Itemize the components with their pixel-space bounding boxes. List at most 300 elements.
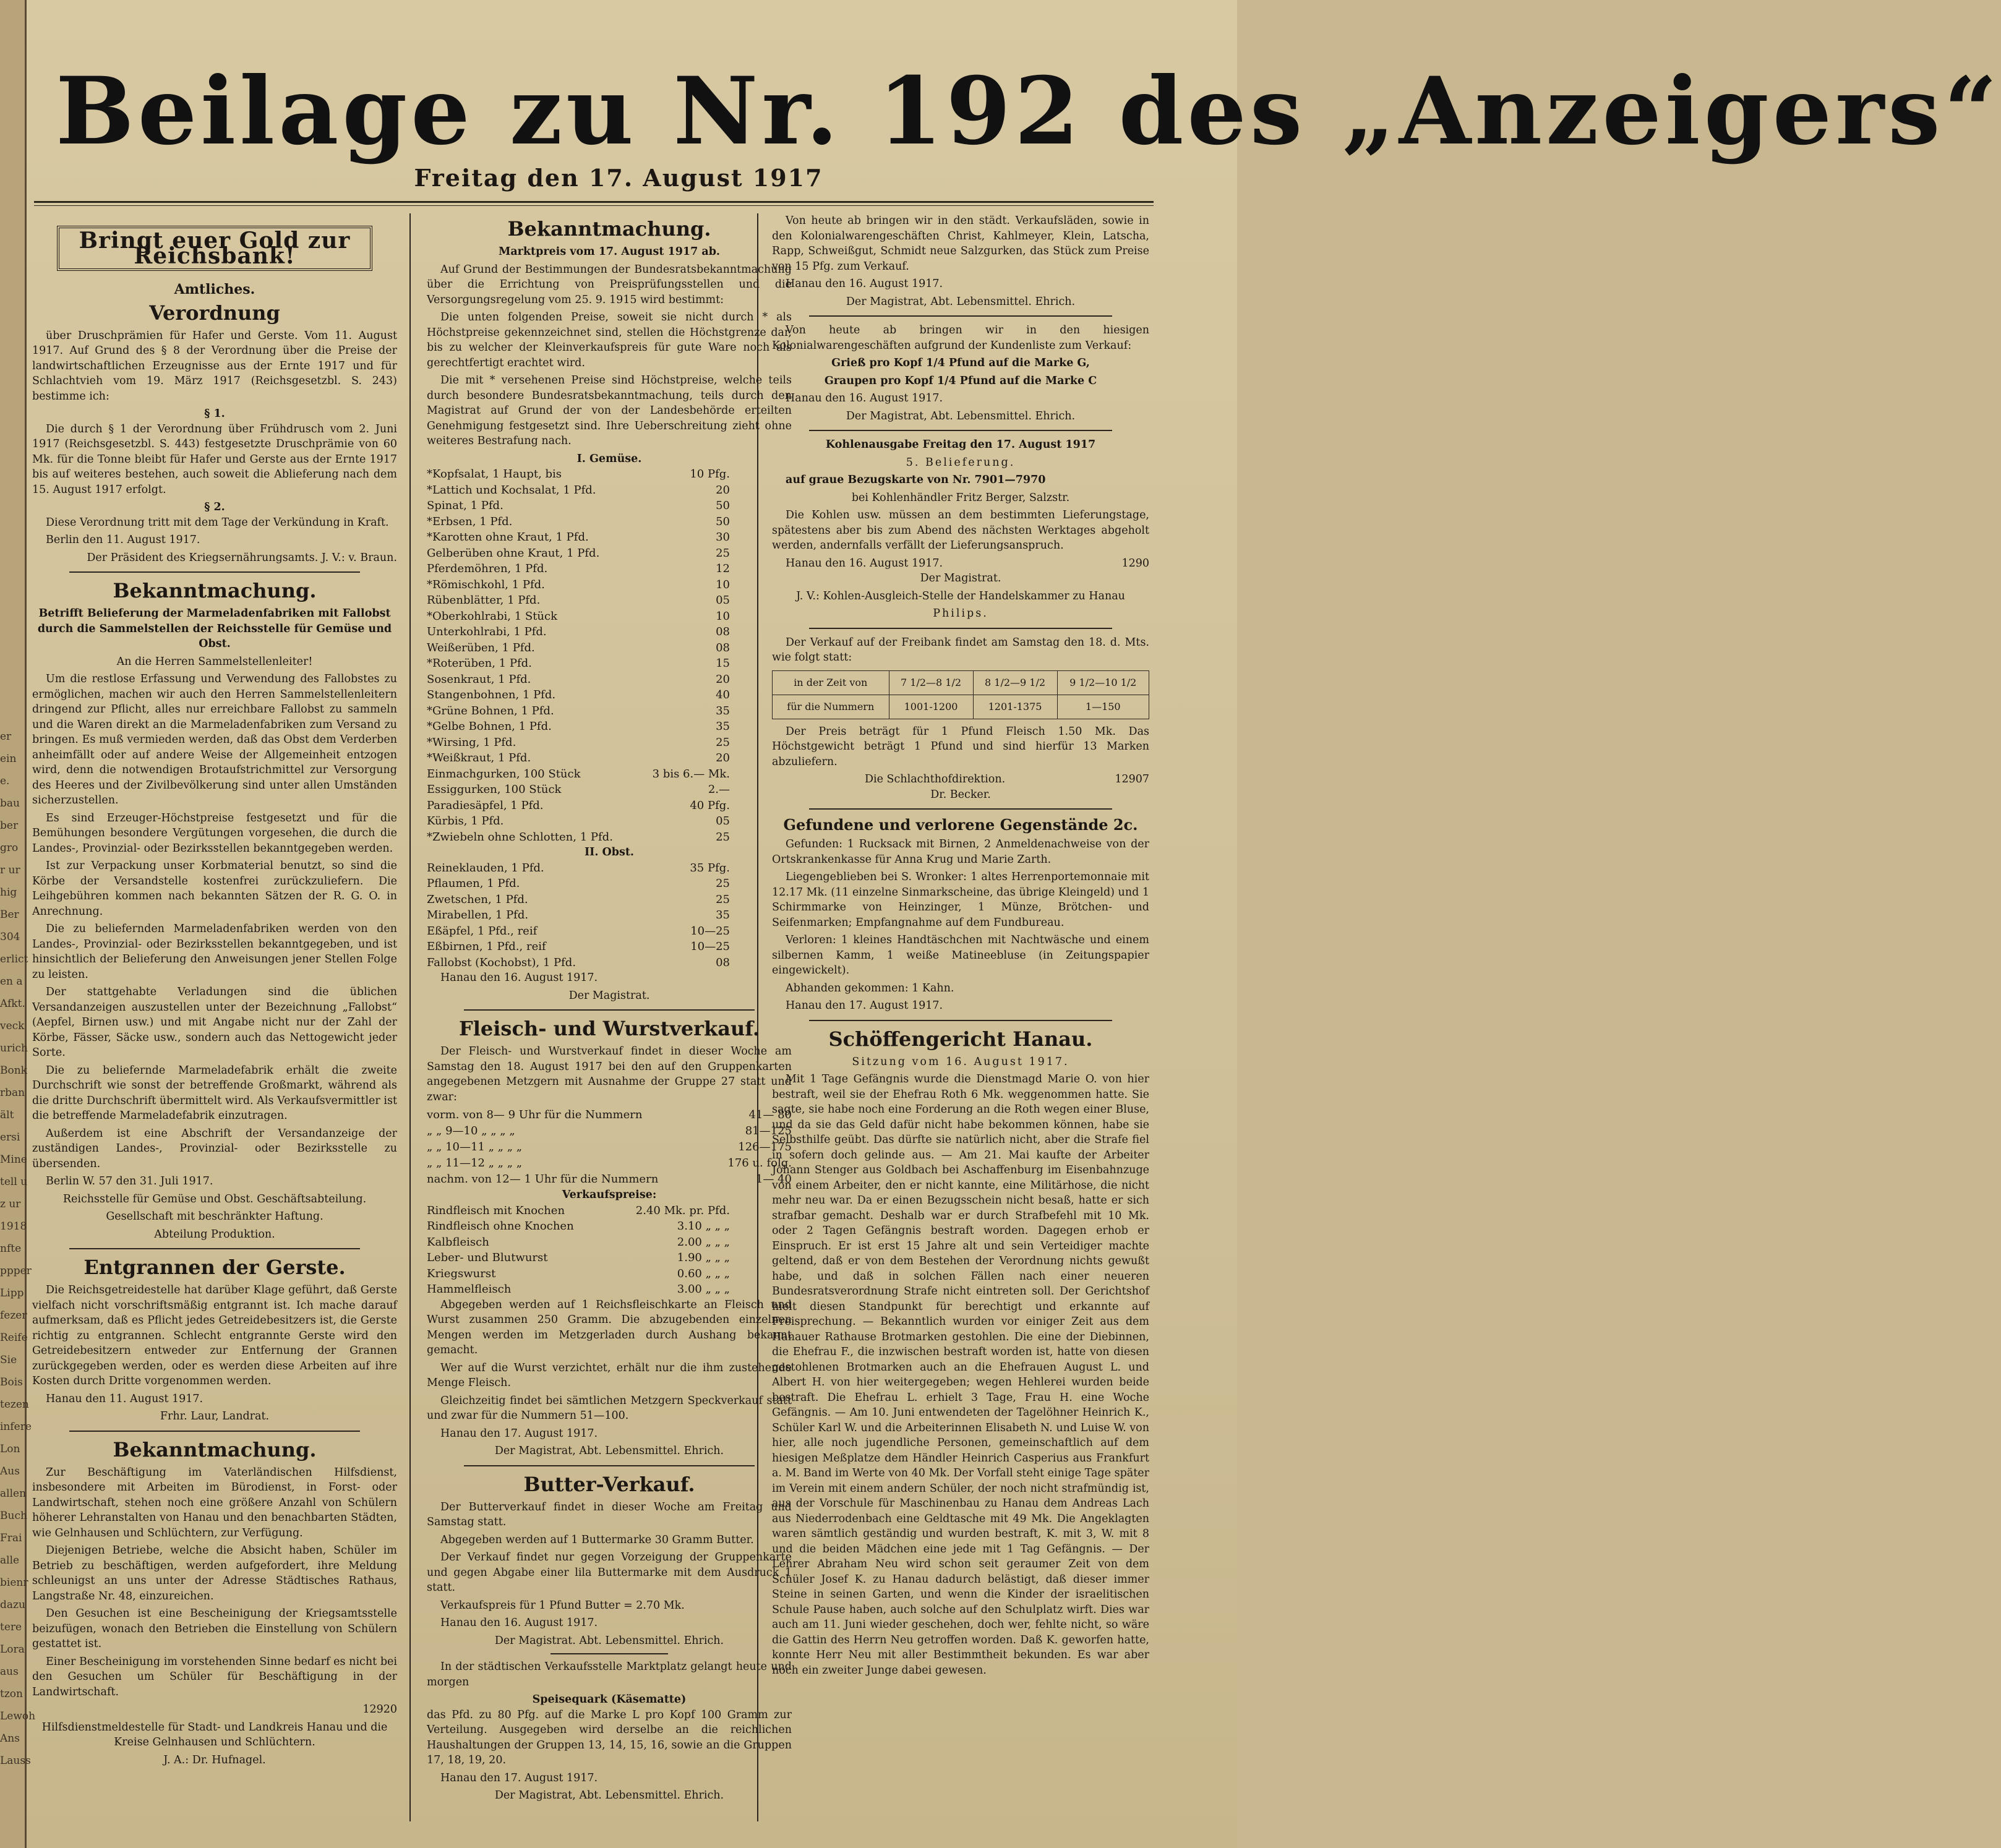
item-label: Stangenbohnen, 1 Pfd.: [427, 688, 556, 701]
fragment-text: Bonk: [0, 1064, 27, 1077]
fragment-text: fezer: [0, 1309, 27, 1322]
item-label: Rindfleisch ohne Knochen: [427, 1220, 574, 1233]
kohlen-number: 1290: [1121, 557, 1149, 570]
kohlen-sig2: J. V.: Kohlen-Ausgleich-Stelle der Handelskammer zu Hanau: [796, 589, 1125, 602]
fragment-text: z ur: [0, 1198, 21, 1210]
quark-signature: Der Magistrat, Abt. Lebensmittel. Ehrich.: [494, 1789, 724, 1802]
item-label: *Römischkohl, 1 Pfd.: [427, 578, 545, 591]
fragment-text: 304: [0, 931, 20, 943]
freibank-number: 12907: [1115, 773, 1149, 785]
kohlen-body: Die Kohlen usw. müssen an dem bestimmten Lieferungstage, spätestens aber bis zum Abend des nächsten Werktages abgeholt werden, andernfalls verfällt der Lieferungsanspruch.: [772, 509, 1149, 552]
item-label: Mirabellen, 1 Pfd.: [427, 909, 529, 922]
verordnung-body: Die durch § 1 der Verordnung über Frühdrusch vom 2. Juni 1917 (Reichsgesetzbl. S. 443) festgesetzte Druschprämie von 60 Mk. für die Tonne bleibt für Hafer und Gerste aus der Ernte 1917 bis auf weiteres bestehen, auch soweit die Ablieferung nach dem 15. August 1917 erfolgt.: [32, 422, 397, 496]
item-value: 08: [716, 641, 730, 654]
item-label: *Grüne Bohnen, 1 Pfd.: [427, 704, 554, 717]
paragraph-1-label: § 1.: [204, 408, 225, 420]
griess-notice: Von heute ab bringen wir in den hiesigen Kolonialwarengeschäften aufgrund der Kundenliste zum Verkauf:: [772, 324, 1149, 352]
price-row: [427, 1171, 792, 1187]
verordnung-place-date: Berlin den 11. August 1917.: [46, 534, 200, 546]
item-value: 41— 80: [748, 1108, 792, 1121]
bekanntmachung-fallobst-place: Berlin W. 57 den 31. Juli 1917.: [46, 1175, 213, 1187]
item-label: *Kopfsalat, 1 Haupt, bis: [427, 468, 562, 481]
item-value: 25: [716, 830, 730, 844]
masthead-title: Beilage zu Nr. 192 des „Anzeigers“: [56, 57, 2001, 166]
item-value: 50: [716, 515, 730, 528]
price-row: [427, 1123, 792, 1139]
item-label: Rübenblätter, 1 Pfd.: [427, 594, 541, 607]
price-row: [427, 514, 792, 530]
freibank-cell: 1001-1200: [889, 695, 973, 719]
schoeffengericht-title: Schöffengericht Hanau.: [828, 1027, 1093, 1051]
item-value: 20: [716, 751, 730, 764]
item-value: 35: [716, 704, 730, 717]
item-label: Eßäpfel, 1 Pfd., reif: [427, 924, 538, 938]
item-label: Paradiesäpfel, 1 Pfd.: [427, 798, 544, 812]
freibank-signature-name: Dr. Becker.: [930, 788, 991, 801]
fundsachen-abhanden: Abhanden gekommen: 1 Kahn.: [786, 982, 954, 995]
fragment-text: bienr: [0, 1576, 28, 1589]
bekanntmachung-fallobst-p4: Die zu beliefernden Marmeladenfabriken werden von den Landes-, Provinzial- oder Bezirksstellen bekanntgegeben, und ist hinsichtlich der Belieferung den Anweisungen jener Stellen Folge zu leisten.: [32, 923, 397, 981]
verordnung-effective: Diese Verordnung tritt mit dem Tage der Verkündung in Kraft.: [46, 516, 389, 529]
item-label: Eßbirnen, 1 Pfd., reif: [427, 940, 546, 953]
fragment-text: urich: [0, 1042, 28, 1054]
fragment-text: Bois: [0, 1376, 23, 1388]
bekanntmachung-fallobst-address: An die Herren Sammelstellenleiter!: [116, 655, 313, 668]
divider: [69, 1431, 360, 1432]
divider: [69, 571, 360, 573]
fragment-text: Afkt.: [0, 998, 25, 1010]
griess-signature: Der Magistrat, Abt. Lebensmittel. Ehrich.: [846, 409, 1076, 422]
fragment-text: gro: [0, 842, 19, 854]
item-label: Leber- und Blutwurst: [427, 1251, 548, 1264]
item-label: Pferdemöhren, 1 Pfd.: [427, 562, 548, 575]
item-value: 15: [716, 657, 730, 670]
fundsachen-verloren: Verloren: 1 kleines Handtäschchen mit Nachtwäsche und einem silbernen Kamm, 1 weiße Matineebluse (in Zeitungspapier eingewickelt).: [772, 934, 1149, 977]
fundsachen-liegengeblieben: Liegengeblieben bei S. Wronker: 1 altes Herrenportemonnaie mit 12.17 Mk. (11 einzelne Sinmarkscheine, das übrige Kleingeld) und 1 Schirmmarke von Heinzinger, 1 Münze, Brötchen- und Seifenmarken; Empfangnahme auf dem Fundbureau.: [772, 871, 1149, 929]
item-value: 2.—: [708, 783, 730, 796]
fundsachen-gefunden: Gefunden: 1 Rucksack mit Birnen, 2 Anmeldenachweise von der Ortskrankenkasse für Anna Krug und Marie Zarth.: [772, 838, 1149, 866]
butter-title: Butter-Verkauf.: [523, 1472, 695, 1496]
price-row: [427, 577, 792, 593]
freibank-cell: 8 1/2—9 1/2: [973, 670, 1057, 695]
schoeffengericht-report: Mit 1 Tage Gefängnis wurde die Dienstmagd Marie O. von hier bestraft, weil sie der Ehefrau Roth 6 Mk. weggenommen hatte. Sie sagte, sie habe noch eine Forderung an die Roth wegen einer Bluse, und da sie das Geld dafür nicht habe bekommen können, habe sie Selbsthilfe geübt. Das dürfte sie natürlich nicht, aber die Strafe fiel in sofern doch gelinde aus. — Am 21. Mai kaufte der Arbeiter Johann Stenger aus Goldbach bei Aschaffenburg im Eisenbahnzuge von einem Arbeiter, den er nicht kannte, eine Militärhose, die nicht mehr neu war. Da er einen Bezugsschein nicht besaß, hatte er sich strafbar gemacht. Deshalb war er durch Strafbefehl mit 10 Mk. oder 2 Tagen Gefängnis bestraft worden. Dagegen erhob er Einspruch. Er ist erst 15 Jahre alt und sein Verteidiger machte geltend, daß er von dem Bestehen der Verordnung nichts gewußt habe, und daß in solchen Fällen nach einer neueren Bundesratsverordnung Strafe nicht eintreten soll. Der Gerichtshof hielt diesen Standpunkt für berechtigt und erkannte auf Freisprechung. — Bekanntlich wurden vor einiger Zeit aus dem Hanauer Rathause Brotmarken gestohlen. Die eine der Diebinnen, die Ehefrau F., die inzwischen bestraft worden ist, hatte von diesen gestohlenen Brotmarken auch an die Ehefrauen August L. und Albert H. von hier weitergegeben; wegen Hehlerei wurden beide bestraft. Die Ehefrau L. erhielt 3 Tage, Frau H. eine Woche Gefängnis. — Am 10. Juni entwendeten der Tagelöhner Heinrich K., Schüler Karl W. und die Arbeiterinnen Elisabeth N. und Luise W. von hier, alle noch jugendliche Personen, gemeinschaftlich auf dem hiesigen Meßplatze dem Händler Heinrich Casperius aus Frankfurt a. M. Band im Werte von 40 Mk. Der Vorfall steht einige Tage später im Verein mit einem andern Schüler, der noch nicht strafmündig ist, aus der Vorschule für Maschinenbau zu Hanau dem Andreas Lach aus Niederrodenbach eine Geldtasche mit 49 Mk. Die Angeklagten waren sämtlich geständig und wurden bestraft, K. mit 3, W. mit 8 und die beiden Mädchen eine jede mit 1 Tag Gefängnis. — Der Lehrer Abraham Neu wird schon seit geraumer Zeit von dem Schüler Josef K. zu Hanau dadurch belästigt, daß dieser immer Steine in seinen Garten, und wenn die Kinder der israelitischen Schule Pause haben, auch solche auf den Schulplatz wirft. Dies war auch am 11. Juni wieder geschehen, doch wer, fehlte nicht, so wäre die Gattin des Herrn Neu getroffen worden. Daß K. geworfen hatte, konnte Herr Neu mit aller Bestimmtheit bekunden. Es war aber noch ein zweiter Junge dabei gewesen.: [772, 1073, 1149, 1677]
item-value: 1.90 „ „ „: [677, 1251, 730, 1264]
griess-place: Hanau den 16. August 1917.: [786, 392, 943, 404]
price-row: [427, 703, 792, 719]
bekanntmachung-fallobst-subject: Betrifft Belieferung der Marmeladenfabriken mit Fallobst durch die Sammelstellen der Reichsstelle für Gemüse und Obst.: [37, 607, 392, 650]
kohlen-card-range: auf graue Bezugskarte von Nr. 7901—7970: [786, 474, 1046, 486]
item-value: 05: [716, 815, 730, 828]
bekanntmachung-fallobst-p3: Ist zur Verpackung unser Korbmaterial benutzt, so sind die Körbe der Versandstelle kostenfrei zurückzuliefern. Die Leihgebühren kommen nach bekannten Sätzen der R. G. O. in Anrechnung.: [32, 860, 397, 918]
price-row: [427, 1218, 792, 1234]
price-row: [427, 529, 792, 545]
quark-p1: In der städtischen Verkaufsstelle Marktplatz gelangt heute und morgen: [427, 1661, 792, 1688]
price-row: [427, 1266, 792, 1282]
price-row: [427, 672, 792, 688]
entgrannen-title: Entgrannen der Gerste.: [84, 1256, 346, 1279]
price-row: [427, 609, 792, 625]
item-label: *Lattich und Kochsalat, 1 Pfd.: [427, 483, 596, 497]
item-value: 10—25: [690, 940, 730, 953]
price-row: [427, 1203, 792, 1219]
kohlen-dealer: bei Kohlenhändler Fritz Berger, Salzstr.: [851, 491, 1070, 504]
griess-line-2: Graupen pro Kopf 1/4 Pfund auf die Marke C: [824, 374, 1097, 387]
fragment-text: ein: [0, 753, 17, 765]
item-label: Spinat, 1 Pfd.: [427, 499, 503, 512]
item-label: *Zwiebeln ohne Schlotten, 1 Pfd.: [427, 830, 613, 844]
item-label: Zwetschen, 1 Pfd.: [427, 892, 528, 906]
price-row: [427, 750, 792, 766]
item-value: 40 Pfg.: [690, 798, 730, 812]
butter-p1: Der Butterverkauf findet in dieser Woche am Freitag und Samstag statt.: [427, 1500, 792, 1528]
price-row: [427, 640, 792, 656]
price-row: [427, 1107, 792, 1123]
butter-p2: Abgegeben werden auf 1 Buttermarke 30 Gramm Butter.: [440, 1533, 754, 1546]
price-row: [427, 687, 792, 703]
fragment-text: Ans: [0, 1732, 20, 1745]
item-value: 25: [716, 877, 730, 890]
item-label: Kalbfleisch: [427, 1235, 489, 1249]
item-value: 35: [716, 720, 730, 733]
item-value: 10: [716, 578, 730, 591]
fragment-text: 1918: [0, 1220, 27, 1233]
bekanntmachung-hilfsdienst-number: 12920: [362, 1703, 397, 1716]
kohlen-heading: Kohlenausgabe Freitag den 17. August 1917: [825, 438, 1096, 451]
marktpreis-signature: Der Magistrat.: [568, 989, 650, 1002]
item-value: 05: [716, 594, 730, 607]
divider: [464, 1465, 755, 1466]
freibank-cell: in der Zeit von: [773, 670, 889, 695]
freibank-table-row: [773, 695, 1149, 719]
bekanntmachung-fallobst-sig1: Reichsstelle für Gemüse und Obst. Geschäftsabteilung.: [62, 1192, 367, 1205]
fragment-text: alle: [0, 1554, 20, 1567]
price-row: [427, 766, 792, 782]
verordnung-signature: Der Präsident des Kriegsernährungsamts. J. V.: v. Braun.: [87, 551, 397, 564]
item-value: 10: [716, 609, 730, 623]
fragment-text: dazu: [0, 1599, 25, 1611]
salzgurken-place: Hanau den 16. August 1917.: [786, 278, 943, 290]
price-row: [427, 907, 792, 923]
fragment-text: tezen: [0, 1398, 29, 1411]
item-label: *Gelbe Bohnen, 1 Pfd.: [427, 720, 552, 733]
schoeffengericht-date: Sitzung vom 16. August 1917.: [852, 1055, 1069, 1068]
fragment-text: veck: [0, 1020, 25, 1032]
fragment-text: Reife: [0, 1332, 28, 1344]
butter-signature: Der Magistrat. Abt. Lebensmittel. Ehrich.: [494, 1634, 724, 1647]
quark-heading: Speisequark (Käsematte): [532, 1693, 687, 1706]
gemuese-price-list: [427, 466, 792, 845]
item-value: 81—125: [745, 1124, 792, 1137]
item-value: 30: [716, 531, 730, 544]
item-value: 3.10 „ „ „: [677, 1220, 730, 1233]
item-label: Einmachgurken, 100 Stück: [427, 767, 581, 781]
fragment-text: Ber: [0, 909, 19, 921]
price-row: [427, 656, 792, 672]
freibank-cell: 1—150: [1057, 695, 1149, 719]
kohlen-place-row: [772, 556, 1149, 571]
fragment-text: Lewoh: [0, 1710, 36, 1722]
item-value: 20: [716, 672, 730, 686]
fleisch-title: Fleisch- und Wurstverkauf.: [459, 1017, 760, 1040]
price-row: [427, 1234, 792, 1251]
item-label: „ „ 10—11 „ „ „ „: [427, 1140, 523, 1153]
price-row: [427, 798, 792, 814]
fragment-text: tzon: [0, 1688, 23, 1700]
fragment-text: Lon: [0, 1443, 20, 1455]
divider: [809, 315, 1112, 317]
freibank-table: [772, 670, 1149, 719]
item-label: Essiggurken, 100 Stück: [427, 783, 562, 796]
entgrannen-place: Hanau den 11. August 1917.: [46, 1392, 204, 1405]
fragment-text: nfte: [0, 1243, 22, 1255]
masthead-date: Freitag den 17. August 1917: [414, 164, 823, 192]
fragment-text: aus: [0, 1666, 19, 1678]
item-value: 25: [716, 735, 730, 749]
marktpreis-place: Hanau den 16. August 1917.: [440, 972, 598, 984]
divider: [464, 1009, 755, 1011]
entgrannen-signature: Frhr. Laur, Landrat.: [160, 1410, 270, 1422]
price-row: [427, 1155, 792, 1171]
item-label: Fallobst (Kochobst), 1 Pfd.: [427, 956, 576, 969]
item-value: 35 Pfg.: [690, 861, 730, 875]
fleisch-place: Hanau den 17. August 1917.: [440, 1427, 598, 1440]
item-value: 50: [716, 499, 730, 512]
price-row: [427, 782, 792, 798]
fragment-text: infere: [0, 1421, 32, 1433]
fragment-text: r ur: [0, 864, 20, 876]
divider: [809, 628, 1112, 629]
price-row: [427, 829, 792, 845]
fragment-text: erlict: [0, 953, 28, 965]
fragment-text: er: [0, 730, 12, 743]
bekanntmachung-hilfsdienst-p3: Den Gesuchen ist eine Bescheinigung der Kriegsamtsstelle beizufügen, wonach den Betrieben die Einstellung von Schülern gestattet ist.: [32, 1607, 397, 1650]
freibank-sig-row: [772, 772, 1149, 787]
bekanntmachung-fallobst-p1: Um die restlose Erfassung und Verwendung des Fallobstes zu ermöglichen, machen wir auch den Herren Sammelstellenleitern dringend zur Pflicht, alles nur erreichbare Fallobst zu sammeln und die Waren direkt an die Marmeladenfabriken zum Versand zu bringen. Es muß vermieden werden, daß das Obst dem Verderben anheimfällt oder auf andere Weise der Allgemeinheit entzogen wird, denn die notwendigen Brotaufstrichmittel zur Versorgung des Heeres und der Zivilbevölkerung sind unter allen Umständen sicherzustellen.: [32, 673, 397, 806]
item-label: Pflaumen, 1 Pfd.: [427, 877, 520, 890]
griess-line-1: Grieß pro Kopf 1/4 Pfund auf die Marke G,: [831, 357, 1090, 369]
bekanntmachung-fallobst-p2: Es sind Erzeuger-Höchstpreise festgesetzt und für die Bemühungen besondere Vergütungen vorgesehen, die durch die Landes-, Provinzial- oder Bezirksstellen bekanntgegeben werden.: [32, 811, 397, 855]
fragment-text: Buch: [0, 1510, 27, 1522]
bekanntmachung-hilfsdienst-p2: Diejenigen Betriebe, welche die Absicht haben, Schüler im Betrieb zu beschäftigen, werden aufgefordert, ihre Meldung schleunigst an uns unter der Adresse Städtisches Rathaus, Langstraße Nr. 48, einzureichen.: [32, 1544, 397, 1602]
item-value: 08: [716, 956, 730, 969]
fragment-text: ppper: [0, 1265, 32, 1277]
item-value: 10—25: [690, 924, 730, 938]
fleisch-p3: Wer auf die Wurst verzichtet, erhält nur die ihm zustehende Menge Fleisch.: [427, 1361, 792, 1389]
fragment-text: Lora: [0, 1643, 25, 1656]
price-row: [427, 561, 792, 577]
gold-slogan-box: Bringt euer Gold zur Reichsbank!: [57, 226, 372, 271]
price-row: [427, 955, 792, 971]
item-label: *Erbsen, 1 Pfd.: [427, 515, 513, 528]
item-value: 2.40 Mk. pr. Pfd.: [635, 1204, 730, 1217]
fleisch-p4: Gleichzeitig findet bei sämtlichen Metzgern Speckverkauf statt und zwar für die Nummern 51—100.: [427, 1394, 792, 1422]
fragment-text: Lauss: [0, 1755, 31, 1767]
fragment-text: e.: [0, 775, 10, 787]
item-label: *Weißkraut, 1 Pfd.: [427, 751, 531, 764]
butter-place: Hanau den 16. August 1917.: [440, 1617, 598, 1629]
entgrannen-body: Die Reichsgetreidestelle hat darüber Klage geführt, daß Gerste vielfach nicht vorschriftsmäßig entgrannt ist. Ich mache darauf aufmerksam, daß es Pflicht jedes Getreidebesitzers ist, die Gerste richtig zu entgrannen. Schlecht entgrannte Gerste wird den Getreidebesitzern entweder zur Entfernung der Grannen zurückgegeben werden, oder es werden diese Arbeiten auf ihre Kosten durch Dritte vorgenommen werden.: [32, 1284, 397, 1387]
item-value: 08: [716, 625, 730, 638]
amtliches-label: Amtliches.: [174, 281, 255, 297]
item-value: 10 Pfg.: [690, 468, 730, 481]
fragment-text: hig: [0, 886, 17, 899]
salzgurken-notice: Von heute ab bringen wir in den städt. Verkaufsläden, sowie in den Kolonialwarengeschäften Christ, Kahlmeyer, Klein, Latscha, Rapp, Schweißgut, Schmidt neue Salzgurken, das Stück zum Preise von 15 Pfg. zum Verkauf.: [772, 215, 1149, 273]
fragment-text: rban: [0, 1087, 25, 1099]
price-row: [427, 498, 792, 514]
fragment-text: Sie: [0, 1354, 17, 1366]
bekanntmachung-fallobst-sig2: Gesellschaft mit beschränkter Haftung.: [106, 1210, 324, 1223]
fundsachen-title: Gefundene und verlorene Gegenstände 2c.: [783, 816, 1138, 834]
item-label: Kriegswurst: [427, 1267, 496, 1280]
fragment-text: en a: [0, 975, 23, 988]
item-value: 20: [716, 483, 730, 497]
item-label: nachm. von 12— 1 Uhr für die Nummern: [427, 1173, 659, 1186]
freibank-cell: 7 1/2—8 1/2: [889, 670, 973, 695]
item-value: 12: [716, 562, 730, 575]
price-row: [427, 923, 792, 939]
freibank-signature: Die Schlachthofdirektion.: [865, 773, 1006, 785]
bekanntmachung-hilfsdienst-sig2: J. A.: Dr. Hufnagel.: [163, 1753, 266, 1766]
item-label: *Roterüben, 1 Pfd.: [427, 657, 532, 670]
bekanntmachung-hilfsdienst-title: Bekanntmachung.: [113, 1437, 317, 1461]
item-value: 35: [716, 909, 730, 922]
column-rule-1: [409, 213, 411, 1821]
divider: [809, 808, 1112, 810]
salzgurken-signature: Der Magistrat, Abt. Lebensmittel. Ehrich.: [846, 295, 1076, 308]
price-row: [427, 1250, 792, 1266]
marktpreis-title: Bekanntmachung.: [507, 217, 711, 241]
fleisch-schedule: [427, 1107, 792, 1187]
fleisch-p2: Abgegeben werden auf 1 Reichsfleischkarte an Fleisch und Wurst zusammen 250 Gramm. Die abzugebenden einzelnen Mengen werden im Metzgerladen durch Aushang bekannt gemacht.: [427, 1298, 792, 1356]
price-row: [427, 735, 792, 751]
bekanntmachung-fallobst-p5: Der stattgehabte Verladungen sind die üblichen Versandanzeigen auszustellen unter der Bezeichnung „Fallobst“ (Aepfel, Birnen usw.) und mit Angabe nicht nur der Zahl der Körbe, Fässer, Säcke usw., sondern auch das Nettogewicht jeder Sorte.: [32, 986, 397, 1059]
column-right: [772, 213, 1149, 1680]
marktpreis-intro-1: Auf Grund der Bestimmungen der Bundesratsbekanntmachung über die Errichtung von Preisprüfungsstellen und die Versorgungsregelung vom 25. 9. 1915 wird bestimmt:: [427, 263, 792, 306]
marktpreis-intro-3: Die mit * versehenen Preise sind Höchstpreise, welche teils durch besondere Bundesratsbekanntmachung, teils durch den Magistrat auf Grund der von der Landesbehörde erteilten Genehmigung festgesetzt sind. Ihre Ueberschreitung zieht ohne weiteres Bestrafung nach.: [427, 374, 792, 447]
price-row: [427, 1139, 792, 1155]
fragment-text: Lipp: [0, 1287, 24, 1299]
column-middle: [427, 213, 792, 1806]
freibank-table-header-row: [773, 670, 1149, 695]
item-value: 3 bis 6.— Mk.: [652, 767, 730, 781]
verkaufspreise-heading: Verkaufspreise:: [562, 1189, 657, 1201]
verordnung-title: Verordnung: [149, 301, 280, 325]
masthead-rule: [34, 201, 1154, 203]
item-value: 126—175: [738, 1140, 792, 1153]
divider: [551, 1653, 668, 1654]
bekanntmachung-fallobst-title: Bekanntmachung.: [113, 579, 317, 602]
item-label: „ „ 11—12 „ „ „ „: [427, 1157, 523, 1170]
price-row: [427, 482, 792, 498]
item-label: Hammelfleisch: [427, 1283, 512, 1296]
item-value: 25: [716, 892, 730, 906]
item-label: *Karotten ohne Kraut, 1 Pfd.: [427, 531, 589, 544]
bekanntmachung-fallobst-sig3: Abteilung Produktion.: [154, 1228, 275, 1241]
bekanntmachung-hilfsdienst-p1: Zur Beschäftigung im Vaterländischen Hilfsdienst, insbesondere mit Arbeiten im Bürodienst, in Forst- oder Landwirtschaft, stehen noch eine größere Anzahl von Schülern höherer Lehranstalten von Hanau und den benachbarten Städten, wie Gelnhausen und Schlüchtern, zur Verfügung.: [32, 1466, 397, 1539]
freibank-cell: 9 1/2—10 1/2: [1057, 670, 1149, 695]
price-row: [427, 545, 792, 562]
fundsachen-place: Hanau den 17. August 1917.: [786, 999, 943, 1012]
paragraph-2-label: § 2.: [204, 501, 225, 513]
item-value: 1— 40: [755, 1173, 792, 1186]
item-value: 40: [716, 688, 730, 701]
item-value: 0.60 „ „ „: [677, 1267, 730, 1280]
bekanntmachung-hilfsdienst-sig1: Hilfsdienstmeldestelle für Stadt- und Landkreis Hanau und die Kreise Gelnhausen und Schlüchtern.: [41, 1721, 388, 1748]
butter-p3: Der Verkauf findet nur gegen Vorzeigung der Gruppenkarte und gegen Abgabe einer lila Buttermarke mit dem Ausdruck 1 statt.: [427, 1551, 792, 1594]
kohlen-sig3: Philips.: [933, 607, 988, 620]
quark-p2: das Pfd. zu 80 Pfg. auf die Marke L pro Kopf 100 Gramm zur Verteilung. Ausgegeben wird derselbe an die reichlichen Haushaltungen der Gruppen 13, 14, 15, 16, sowie an die Gruppen 17, 18, 19, 20.: [427, 1708, 792, 1766]
price-row: [427, 592, 792, 609]
divider: [809, 1020, 1112, 1021]
item-value: 2.00 „ „ „: [677, 1235, 730, 1249]
fragment-text: bau: [0, 797, 20, 810]
fragment-text: tell u: [0, 1176, 28, 1188]
fragment-text: ält: [0, 1109, 14, 1121]
bekanntmachung-fallobst-p7: Außerdem ist eine Abschrift der Versandanzeige der zuständigen Landes-, Provinzial- oder Bezirksstelle zu übersenden.: [32, 1127, 397, 1170]
verordnung-intro: über Druschprämien für Hafer und Gerste. Vom 11. August 1917. Auf Grund des § 8 der Verordnung über die Preise der landwirtschaftlichen Erzeugnisse aus der Ernte 1917 und für Schlachtvieh vom 19. März 1917 (Reichsgesetzbl. S. 243) bestimme ich:: [32, 329, 397, 403]
kohlen-place: Hanau den 16. August 1917.: [786, 557, 943, 570]
freibank-intro: Der Verkauf auf der Freibank findet am Samstag den 18. d. Mts. wie folgt statt:: [772, 636, 1149, 664]
item-label: Unterkohlrabi, 1 Pfd.: [427, 625, 547, 638]
bekanntmachung-fallobst-p6: Die zu beliefernde Marmeladefabrik erhält die zweite Durchschrift wie sonst der betreffende Großmarkt, während als die dritte Durchschrift übermittelt wird. Als Verkaufsvermittler ist die betreffende Marmeladefabrik einzutragen.: [32, 1064, 397, 1122]
item-value: 25: [716, 546, 730, 560]
freibank-cell: 1201-1375: [973, 695, 1057, 719]
item-label: *Wirsing, 1 Pfd.: [427, 735, 516, 749]
masthead-rule-thin: [34, 205, 1154, 206]
quark-place: Hanau den 17. August 1917.: [440, 1771, 598, 1784]
item-label: „ „ 9—10 „ „ „ „: [427, 1124, 515, 1137]
item-label: Reineklauden, 1 Pfd.: [427, 861, 544, 875]
price-row: [427, 860, 792, 876]
obst-heading: II. Obst.: [584, 846, 635, 858]
item-label: *Oberkohlrabi, 1 Stück: [427, 609, 558, 623]
divider: [69, 1248, 360, 1249]
item-label: Kürbis, 1 Pfd.: [427, 815, 504, 828]
obst-price-list: [427, 860, 792, 971]
item-label: vorm. von 8— 9 Uhr für die Nummern: [427, 1108, 643, 1121]
price-row: [427, 813, 792, 829]
fragment-text: ersi: [0, 1131, 20, 1144]
butter-price: Verkaufspreis für 1 Pfund Butter = 2.70 Mk.: [440, 1599, 685, 1612]
price-row: [427, 1281, 792, 1298]
item-label: Weißerüben, 1 Pfd.: [427, 641, 535, 654]
price-row: [427, 624, 792, 640]
price-row: [427, 466, 792, 482]
marktpreis-intro-2: Die unten folgenden Preise, soweit sie nicht durch * als Höchstpreise gekennzeichnet sind, stellen die Höchstgrenze dar, bis zu welcher der Kleinverkaufspreis für gute Ware noch als gerechtfertigt erachtet wird.: [427, 311, 792, 369]
fragment-text: ber: [0, 819, 19, 832]
fleisch-intro: Der Fleisch- und Wurstverkauf findet in dieser Woche am Samstag den 18. August 1917 bei den auf den Gruppenkarten angegebenen Metzgern mit Ausnahme der Gruppe 27 statt und zwar:: [427, 1045, 792, 1103]
divider: [809, 430, 1112, 431]
freibank-cell: für die Nummern: [773, 695, 889, 719]
fleisch-signature: Der Magistrat, Abt. Lebensmittel. Ehrich.: [494, 1445, 724, 1457]
kohlen-sig1: Der Magistrat.: [920, 572, 1001, 584]
left-fragment-column: [0, 0, 36, 1848]
fragment-text: tere: [0, 1621, 22, 1633]
column-left: [32, 213, 397, 1770]
freibank-price: Der Preis beträgt für 1 Pfund Fleisch 1.50 Mk. Das Höchstgewicht beträgt 1 Pfund und sind hierfür 13 Marken abzuliefern.: [772, 725, 1149, 768]
kohlen-subheading: 5. Belieferung.: [906, 456, 1016, 469]
fragment-text: Mine: [0, 1153, 27, 1166]
price-row: [427, 719, 792, 735]
bekanntmachung-hilfsdienst-p4: Einer Bescheinigung im vorstehenden Sinne bedarf es nicht bei den Gesuchen um Schüler für Beschäftigung in der Landwirtschaft.: [32, 1655, 397, 1698]
fragment-text: allen: [0, 1487, 27, 1500]
item-label: Gelberüben ohne Kraut, 1 Pfd.: [427, 546, 600, 560]
item-label: Rindfleisch mit Knochen: [427, 1204, 565, 1217]
fleisch-price-list: [427, 1203, 792, 1298]
marktpreis-subtitle: Marktpreis vom 17. August 1917 ab.: [498, 246, 721, 258]
gemuese-heading: I. Gemüse.: [576, 452, 642, 465]
fragment-text: Frai: [0, 1532, 22, 1544]
